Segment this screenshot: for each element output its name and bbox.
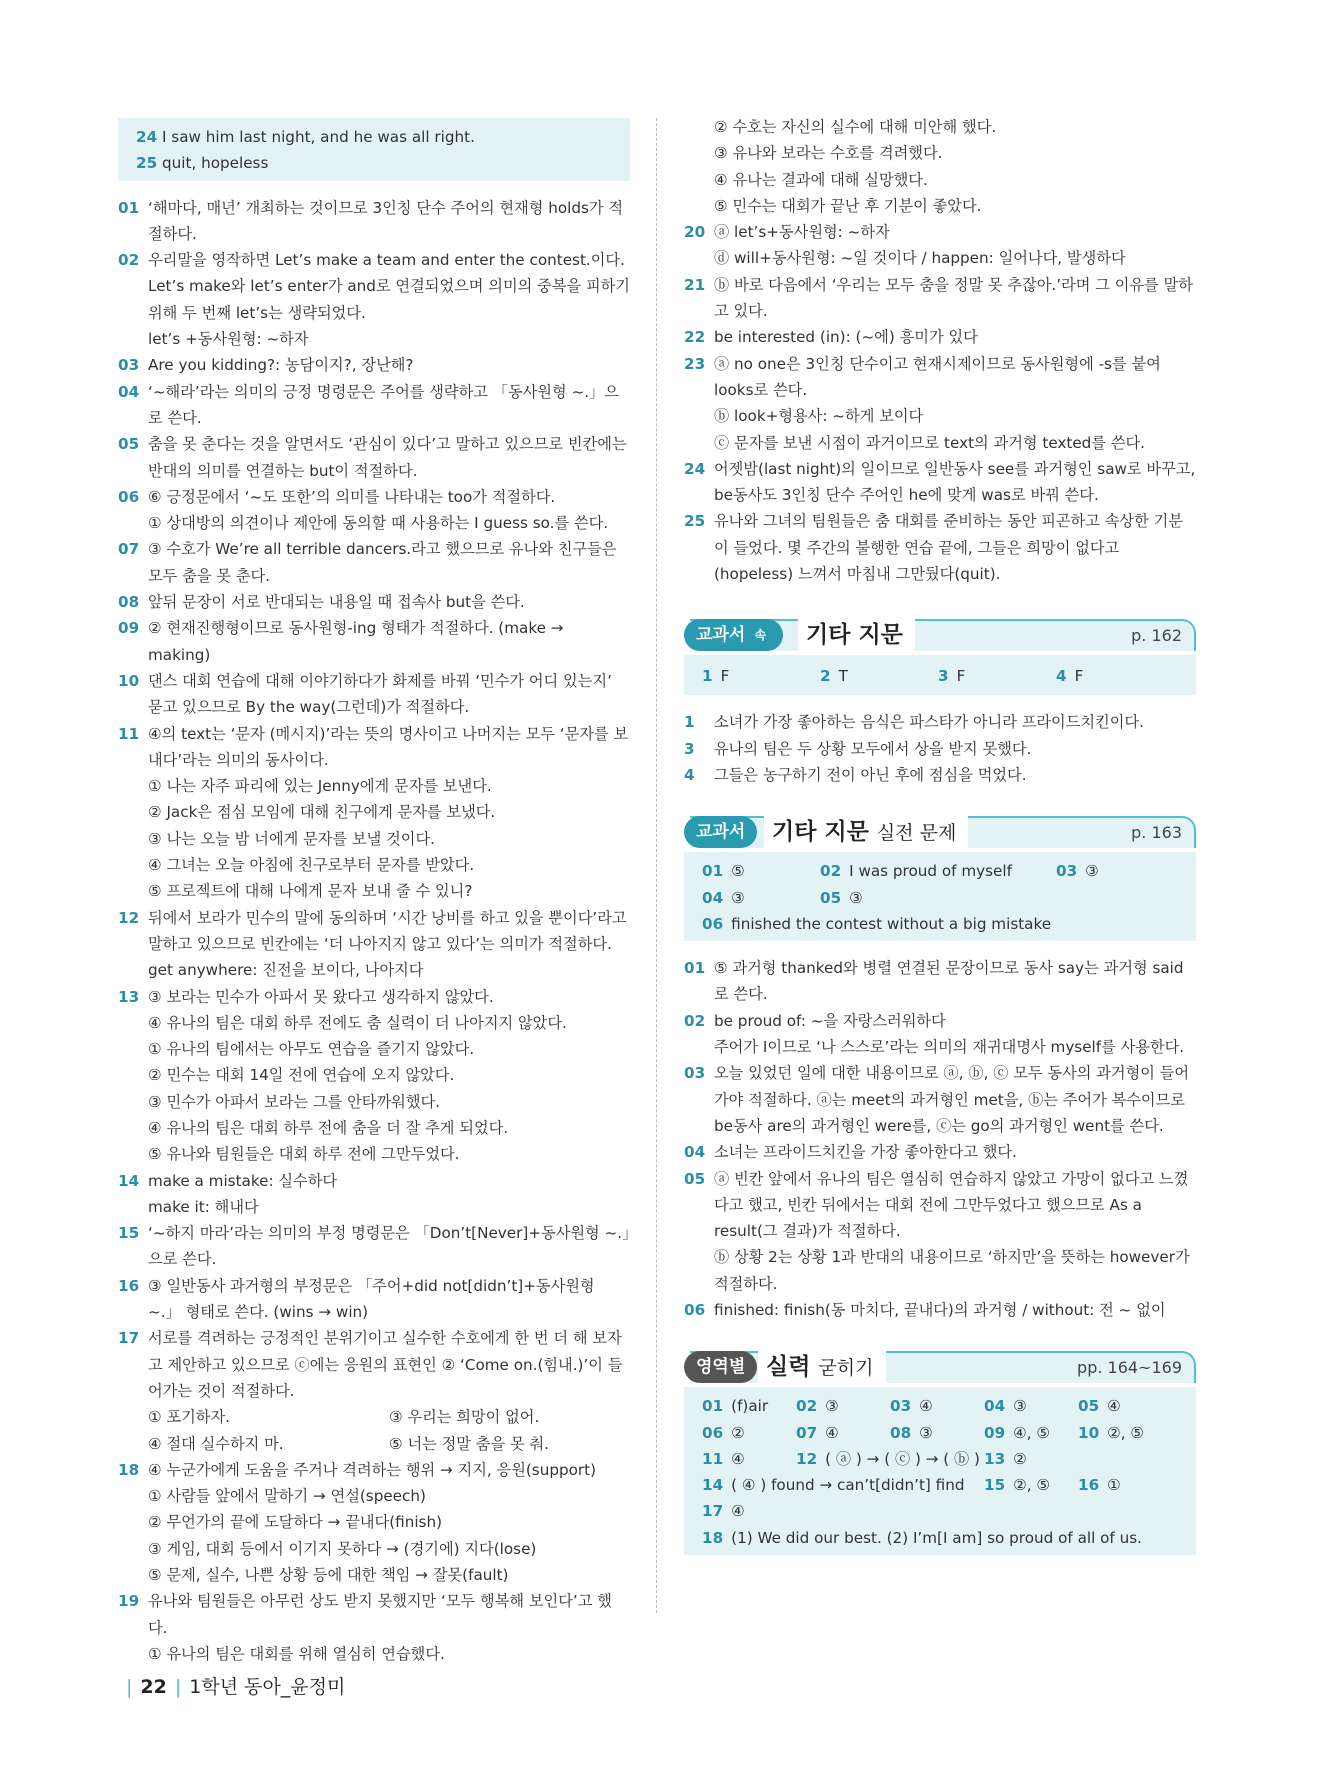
choice: ④ 절대 실수하지 마. [148, 1434, 284, 1453]
answer [820, 661, 938, 691]
explanation-item [118, 1588, 630, 1641]
answer-number: 04 [702, 888, 724, 907]
answer-number: 08 [890, 1423, 912, 1442]
item-text [148, 195, 630, 248]
item-number: 20 [684, 223, 706, 242]
answer [1078, 1393, 1172, 1419]
answer [1056, 858, 1174, 884]
answer [938, 661, 1056, 691]
item-line: 유나와 팀원들은 아무런 상도 받지 못했지만 ‘모두 행복해 보인다’고 했다. [148, 1592, 612, 1637]
answer-value: T [838, 667, 848, 686]
explanation-item [118, 352, 630, 378]
answer-number: 02 [820, 862, 842, 881]
item-subline: ⓓ will+동사원형: ~일 것이다 / happen: 일어나다, 발생하다 [714, 249, 1126, 268]
item-text [714, 955, 1196, 1008]
answer-number: 05 [1078, 1397, 1100, 1416]
item-number: 06 [684, 1300, 706, 1319]
answer-row [702, 1393, 1180, 1419]
answer-box-s3 [684, 1387, 1196, 1555]
answer [702, 1525, 1180, 1551]
item-subline: ② 수호는 자신의 실수에 대해 미안해 했다. [714, 118, 997, 136]
item-number: 04 [118, 382, 140, 401]
answer-number: 12 [796, 1449, 818, 1468]
item-line: ‘~해라’라는 의미의 긍정 명령문은 주어를 생략하고 「동사원형 ~.」으로 쓴다. [148, 382, 619, 427]
item-subline: ③ 민수가 아파서 보라는 그를 안타까워했다. [148, 1092, 440, 1111]
item-subline: ① 나는 자주 파리에 있는 Jenny에게 문자를 보낸다. [148, 777, 492, 796]
item-text [148, 721, 630, 774]
item-text [148, 668, 630, 721]
explanation-item [684, 272, 1196, 325]
item-subline: ⓑ look+형용사: ~하게 보이다 [714, 407, 924, 426]
answer [1078, 1420, 1172, 1446]
explanation-item [118, 721, 630, 774]
page-ref-3: pp. 164~169 [1077, 1358, 1182, 1378]
item-number: 15 [118, 1224, 140, 1243]
explanation-item [684, 736, 1196, 762]
explanation-item [118, 615, 630, 668]
explanation-item [118, 484, 630, 510]
answer-number: 02 [796, 1397, 818, 1416]
choice: ③ 우리는 희망이 없어. [389, 1408, 540, 1427]
answer-value: ② [731, 1423, 745, 1442]
item-text [714, 324, 1196, 350]
answer-value: ③ [1013, 1397, 1027, 1416]
item-number: 24 [684, 459, 706, 478]
item-line: ② 현재진행형이므로 동사원형-ing 형태가 적절하다. (make → making) [148, 619, 564, 664]
answer-value: ④ [919, 1397, 933, 1416]
page-number: 22 [140, 1676, 167, 1698]
answer-value: ④ [731, 1449, 745, 1468]
explanation-item [684, 762, 1196, 788]
item-line: 춤을 못 춘다는 것을 알면서도 ‘관심이 있다’고 말하고 있으므로 빈칸에는 반대의 의미를 연결하는 but이 적절하다. [148, 435, 627, 480]
item-text [714, 1008, 1196, 1034]
item-number: 04 [684, 1143, 706, 1162]
answer [1078, 1472, 1172, 1498]
section-title: 기타 지문 [798, 617, 915, 653]
item-text [714, 219, 1196, 245]
item-text [148, 1457, 630, 1483]
item-number: 03 [118, 356, 140, 375]
item-text: 소녀가 가장 좋아하는 음식은 파스타가 아니라 프라이드치킨이다. [714, 713, 1144, 732]
item-number: 03 [684, 1064, 706, 1083]
answer-value: ②, ⑤ [1013, 1476, 1051, 1495]
explanation-item [684, 1060, 1196, 1139]
choice-pair [118, 1431, 630, 1457]
answer-number: 14 [702, 1476, 724, 1495]
answer-number: 3 [938, 667, 949, 686]
item-subline: ⑤ 프로젝트에 대해 나에게 문자 보내 줄 수 있니? [148, 882, 473, 901]
answer-row [702, 1525, 1180, 1551]
page-ref-2: p. 163 [1131, 823, 1182, 843]
area-badge: 영역별 [684, 1351, 757, 1383]
item-subline: ④ 유나의 팀은 대회 하루 전에 춤을 더 잘 추게 되었다. [148, 1118, 509, 1137]
answer-number: 11 [702, 1449, 724, 1468]
answer-value: ④ [1107, 1397, 1121, 1416]
answer-value: ( ④ ) found → can’t[didn’t] find [731, 1476, 965, 1495]
answer [702, 661, 820, 691]
item-line: 서로를 격려하는 긍정적인 분위기이고 실수한 수호에게 한 번 더 해 보자고 제안하고 있으므로 ⓒ에는 응원의 표현인 ② ‘Come on.(힘내.)’이 들어가는 것이 적절하다. [148, 1329, 623, 1400]
item-text [148, 1325, 630, 1404]
item-subline: ① 상대방의 의견이나 제안에 동의할 때 사용하는 I guess so.를 쓴다. [148, 514, 609, 533]
item-number: 11 [118, 724, 140, 743]
item-number: 06 [118, 487, 140, 506]
section-header-skills [684, 1349, 1196, 1387]
answer-text: quit, hopeless [162, 154, 269, 173]
answer-number: 03 [890, 1397, 912, 1416]
item-number: 02 [684, 1011, 706, 1030]
item-subline: ⑤ 민수는 대회가 끝난 후 기분이 좋았다. [714, 196, 982, 215]
explanation-item [684, 351, 1196, 404]
explanation-item [118, 195, 630, 248]
item-line: 우리말을 영작하면 Let’s make a team and enter the contest.이다. Let’s make와 let’s enter가 and로 연결되었으며 의미의 중복을 피하기 위해 두 번째 let’s는 생략되었다. [148, 251, 630, 322]
explanation-item [118, 905, 630, 958]
answer [702, 885, 820, 911]
item-line: ③ 보라는 민수가 아파서 못 왔다고 생각하지 않았다. [148, 987, 494, 1006]
item-line: be interested (in): (~에) 흥미가 있다 [714, 328, 978, 347]
item-number: 23 [684, 354, 706, 373]
item-number: 07 [118, 540, 140, 559]
item-text [148, 379, 630, 432]
item-line: ⓑ 바로 다음에서 ‘우리는 모두 춤을 정말 못 추잖아.’라며 그 이유를 말하고 있다. [714, 275, 1193, 321]
item-number: 13 [118, 987, 140, 1006]
section-header-other-passages [684, 617, 1196, 655]
item-text [714, 272, 1196, 325]
item-subline: ② 무언가의 끝에 도달하다 → 끝내다(finish) [148, 1513, 443, 1532]
item-text [148, 247, 630, 326]
answer-value: ③ [1085, 862, 1099, 881]
item-text [714, 508, 1196, 587]
item-line: finished: finish(동 마치다, 끝내다)의 과거형 / without: 전 ~ 없이 [714, 1300, 1166, 1319]
answer-line [136, 124, 614, 150]
section-title-2: 기타 지문 실전 문제 [764, 814, 968, 850]
answer [702, 1393, 796, 1419]
answer-value: ③ [919, 1423, 933, 1442]
answer-value: ④ [731, 1502, 745, 1521]
answer [702, 911, 1180, 937]
item-subline: ① 유나의 팀에서는 아무도 연습을 즐기지 않았다. [148, 1040, 475, 1059]
answer-number: 16 [1078, 1476, 1100, 1495]
item-subline: let’s +동사원형: ~하자 [148, 330, 309, 349]
answer-number: 06 [702, 914, 724, 933]
explanation-item [684, 324, 1196, 350]
item-number: 10 [118, 671, 140, 690]
answer-value: ④ [825, 1423, 839, 1442]
item-text [148, 905, 630, 958]
item-text [148, 352, 630, 378]
answer [796, 1420, 890, 1446]
item-number: 21 [684, 275, 706, 294]
item-text [714, 456, 1196, 509]
item-subline: ③ 유나와 보라는 수호를 격려했다. [714, 144, 943, 163]
answer-value: ( ⓐ ) → ( ⓒ ) → ( ⓑ ) [825, 1449, 980, 1468]
answer [796, 1393, 890, 1419]
item-number: 14 [118, 1171, 140, 1190]
item-text [714, 1060, 1196, 1139]
section-title-3: 실력 굳히기 [758, 1349, 886, 1385]
item-line: 어젯밤(last night)의 일이므로 일반동사 see를 과거형인 saw로 바꾸고, be동사도 3인칭 단수 주어인 he에 맞게 was로 바꿔 쓴다. [714, 459, 1196, 505]
item-line: ⓐ let’s+동사원형: ~하자 [714, 223, 890, 242]
item-subline: ⑤ 문제, 실수, 나쁜 상황 등에 대한 책임 → 잘못(fault) [148, 1566, 509, 1585]
answer-value: ②, ⑤ [1107, 1423, 1145, 1442]
item-text [148, 984, 630, 1010]
answer-number: 24 [136, 128, 158, 146]
answer [984, 1420, 1078, 1446]
explanation-item [118, 1168, 630, 1194]
explanation-item [118, 1273, 630, 1326]
item-number: 17 [118, 1329, 140, 1348]
answer [702, 1420, 796, 1446]
answer-value: ③ [849, 888, 863, 907]
explanation-item [118, 1325, 630, 1404]
item-text [148, 1168, 630, 1194]
book-title: 1학년 동아_윤정미 [189, 1676, 346, 1698]
explanation-item [684, 709, 1196, 735]
choice: ① 포기하자. [148, 1408, 230, 1427]
explanations-left [118, 195, 630, 1668]
answer-value: (1) We did our best. (2) I’m[I am] so proud of all of us. [731, 1528, 1142, 1547]
item-text [714, 1139, 1196, 1165]
explanation-item [684, 1166, 1196, 1245]
answer [702, 1472, 984, 1498]
item-line: be proud of: ~을 자랑스러워하다 [714, 1011, 946, 1030]
item-text [148, 431, 630, 484]
explanations-right [684, 219, 1196, 587]
answer-number: 17 [702, 1502, 724, 1521]
answer-value: ③ [731, 888, 745, 907]
item-text [148, 536, 630, 589]
item-subline: ⓑ 상황 2는 상황 1과 반대의 내용이므로 ‘하지만’을 뜻하는 however가 적절하다. [714, 1248, 1190, 1293]
column-divider [656, 118, 657, 1613]
answer-box-top [118, 118, 630, 181]
answer-number: 13 [984, 1449, 1006, 1468]
item-subline: ② 민수는 대회 14일 전에 연습에 오지 않았다. [148, 1066, 455, 1085]
item-number: 3 [684, 739, 695, 758]
explanation-item [684, 508, 1196, 587]
answer-number: 10 [1078, 1423, 1100, 1442]
textbook-badge: 교과서 속 [684, 619, 783, 651]
explanation-item [118, 379, 630, 432]
answer [984, 1446, 1078, 1472]
item-subline: ④ 유나의 팀은 대회 하루 전에도 춤 실력이 더 나아지지 않았다. [148, 1013, 567, 1032]
explanation-item [118, 984, 630, 1010]
explanation-item [118, 668, 630, 721]
answer-value: ④, ⑤ [1013, 1423, 1051, 1442]
item-text: 유나의 팀은 두 상황 모두에서 상을 받지 못했다. [714, 739, 1032, 758]
answer [984, 1393, 1078, 1419]
answer-value: ③ [825, 1397, 839, 1416]
item-subline: 주어가 I이므로 ‘나 스스로’라는 의미의 재귀대명사 myself를 사용한다. [714, 1038, 1185, 1057]
answer-line [136, 150, 614, 176]
item-number: 01 [118, 198, 140, 217]
answer-value: F [1074, 667, 1084, 686]
answer-value: F [720, 667, 730, 686]
explanation-item [684, 1297, 1196, 1323]
item-text [714, 351, 1196, 404]
item-text [148, 1588, 630, 1641]
answer-number: 07 [796, 1423, 818, 1442]
choice: ⑤ 너는 정말 춤을 못 춰. [389, 1434, 549, 1453]
item-number: 18 [118, 1460, 140, 1479]
explanation-item [118, 247, 630, 326]
item-number: 09 [118, 619, 140, 638]
explanation-item [118, 589, 630, 615]
item-line: ④ 누군가에게 도움을 주거나 격려하는 행위 → 지지, 응원(support) [148, 1460, 597, 1479]
choice-pair [118, 1404, 630, 1430]
item-number: 4 [684, 765, 695, 784]
item-number: 05 [118, 435, 140, 454]
item-line: ④의 text는 ‘문자 (메시지)’라는 뜻의 명사이고 나머지는 모두 ‘문자를 보내다’라는 의미의 동사이다. [148, 724, 629, 769]
item-number: 02 [118, 251, 140, 270]
answer-row [702, 1446, 1180, 1472]
textbook-badge-2: 교과서 [684, 816, 757, 848]
explanation-item [118, 431, 630, 484]
item-line: 앞뒤 문장이 서로 반대되는 내용일 때 접속사 but을 쓴다. [148, 593, 525, 612]
item-subline: make it: 해내다 [148, 1197, 259, 1216]
answer-text: I saw him last night, and he was all right. [162, 128, 475, 146]
answer [820, 885, 1056, 911]
explanation-item [684, 1139, 1196, 1165]
answer-number: 09 [984, 1423, 1006, 1442]
item-number: 16 [118, 1276, 140, 1295]
item-line: ‘~하지 마라’라는 의미의 부정 명령문은 「Don’t[Never]+동사원형 ~.」으로 쓴다. [148, 1224, 630, 1269]
answer-value: finished the contest without a big mistake [731, 914, 1052, 933]
item-text [148, 1220, 630, 1273]
answer-number: 25 [136, 154, 158, 173]
item-number: 01 [684, 959, 706, 978]
answer [702, 858, 820, 884]
answer-number: 01 [702, 1397, 724, 1416]
item-subline: ④ 유나는 결과에 대해 실망했다. [714, 170, 928, 189]
item-text: 그들은 농구하기 전이 아닌 후에 점심을 먹었다. [714, 765, 1027, 784]
explanation-item [684, 219, 1196, 245]
item-line: ‘해마다, 매년’ 개최하는 것이므로 3인칭 단수 주어의 현재형 holds가 적절하다. [148, 198, 624, 243]
answer-value: ① [1107, 1476, 1121, 1495]
answer-row [702, 1420, 1180, 1446]
item-subline: ④ 그녀는 오늘 아침에 친구로부터 문자를 받았다. [148, 856, 475, 875]
explanation-item [684, 955, 1196, 1008]
item-line: ⑤ 과거형 thanked와 병렬 연결된 문장이므로 동사 say는 과거형 said로 쓴다. [714, 959, 1184, 1004]
item-subline: ② Jack은 점심 모임에 대해 친구에게 문자를 보냈다. [148, 803, 496, 822]
item-line: 댄스 대회 연습에 대해 이야기하다가 화제를 바꿔 ‘민수가 어디 있는지’ 묻고 있으므로 By the way(그런데)가 적절하다. [148, 671, 612, 717]
page-ref: p. 162 [1131, 626, 1182, 646]
answer [984, 1472, 1078, 1498]
item-text [148, 484, 630, 510]
answer [1056, 661, 1174, 691]
plus-icon: 속 [749, 624, 771, 646]
item-subline: ① 사람들 앞에서 말하기 → 연설(speech) [148, 1487, 426, 1506]
item-line: ③ 수호가 We’re all terrible dancers.라고 했으므로 유나와 친구들은 모두 춤을 못 춘다. [148, 540, 617, 585]
answer-number: 1 [702, 667, 713, 686]
continued-choices [684, 114, 1196, 219]
explanation-item [684, 1008, 1196, 1034]
item-line: 유나와 그녀의 팀원들은 춤 대회를 준비하는 동안 피곤하고 속상한 기분이 들었다. 몇 주간의 불행한 연습 끝에, 그들은 희망이 없다고(hopeless) 느껴서 마침내 그만뒀다(quit). [714, 512, 1183, 584]
answer-number: 05 [820, 888, 842, 907]
answer-value: I was proud of myself [849, 862, 1012, 881]
item-text [714, 1297, 1196, 1323]
section-header-practice [684, 814, 1196, 852]
answer-box-s2 [684, 852, 1196, 941]
item-number: 22 [684, 328, 706, 347]
answer [796, 1446, 984, 1472]
item-number: 08 [118, 593, 140, 612]
answer-number: 03 [1056, 862, 1078, 881]
item-line: 뒤에서 보라가 민수의 말에 동의하며 ‘시간 낭비를 하고 있을 뿐이다’라고 말하고 있으므로 빈칸에는 ‘더 나아지지 않고 있다’는 의미가 적절하다. [148, 908, 627, 953]
answer-number: 18 [702, 1528, 724, 1547]
item-subline: ⓒ 문자를 보낸 시점이 과거이므로 text의 과거형 texted를 쓴다. [714, 433, 1145, 452]
answer [820, 858, 1056, 884]
answer-value: ② [1013, 1449, 1027, 1468]
right-column [684, 114, 1196, 1555]
item-number: 12 [118, 908, 140, 927]
item-text [148, 615, 630, 668]
item-number: 1 [684, 713, 695, 732]
answer-box-s1 [684, 655, 1196, 695]
item-number: 25 [684, 512, 706, 531]
item-line: 오늘 있었던 일에 대한 내용이므로 ⓐ, ⓑ, ⓒ 모두 동사의 과거형이 들어가야 적절하다. ⓐ는 meet의 과거형인 met을, ⓑ는 주어가 복수이므로 be동사 are의 과거형인 were를, ⓒ는 go의 과거형인 went를 쓴다. [714, 1064, 1190, 1135]
item-text [148, 589, 630, 615]
answer-row [702, 1472, 1180, 1498]
item-line: Are you kidding?: 농담이지?, 장난해? [148, 356, 414, 375]
item-line: ⓐ 빈칸 앞에서 유나의 팀은 열심히 연습하지 않았고 가망이 없다고 느꼈다고 했고, 빈칸 뒤에서는 대회 전에 그만두었다고 했으므로 As a result(그 결과)가 적절하다. [714, 1169, 1189, 1241]
answer [890, 1393, 984, 1419]
left-column [118, 118, 630, 1667]
answer-number: 01 [702, 862, 724, 881]
item-subline: get anywhere: 진전을 보이다, 나아지다 [148, 961, 424, 980]
item-number: 05 [684, 1169, 706, 1188]
answer [702, 1446, 796, 1472]
item-number: 19 [118, 1592, 140, 1611]
answer-number: 04 [984, 1397, 1006, 1416]
item-line: ⓐ no one은 3인칭 단수이고 현재시제이므로 동사원형에 -s를 붙여 looks로 쓴다. [714, 354, 1161, 399]
answer-row [702, 1498, 1180, 1524]
item-line: 소녀는 프라이드치킨을 가장 좋아한다고 했다. [714, 1143, 1017, 1162]
answer [890, 1420, 984, 1446]
answer [702, 1498, 1180, 1524]
item-subline: ① 유나의 팀은 대회를 위해 열심히 연습했다. [148, 1644, 445, 1663]
answer-number: 4 [1056, 667, 1067, 686]
item-subline: ⑤ 유나와 팀원들은 대회 하루 전에 그만두었다. [148, 1145, 460, 1164]
answer-value: (f)air [731, 1397, 769, 1416]
item-line: ③ 일반동사 과거형의 부정문은 「주어+did not[didn’t]+동사원형 ~.」 형태로 쓴다. (wins → win) [148, 1276, 595, 1322]
answer-value: F [956, 667, 966, 686]
explanation-item [118, 536, 630, 589]
item-line: make a mistake: 실수하다 [148, 1171, 338, 1190]
item-line: ⑥ 긍정문에서 ‘~도 또한’의 의미를 나타내는 too가 적절하다. [148, 487, 556, 506]
explanation-item [118, 1457, 630, 1483]
page-footer: | 22 | 1학년 동아_윤정미 [126, 1676, 346, 1698]
explanation-item [684, 456, 1196, 509]
answer-number: 15 [984, 1476, 1006, 1495]
explanation-item [118, 1220, 630, 1273]
item-text [148, 1273, 630, 1326]
item-text [714, 1166, 1196, 1245]
answer-number: 06 [702, 1423, 724, 1442]
item-subline: ③ 게임, 대회 등에서 이기지 못하다 → (경기에) 지다(lose) [148, 1539, 537, 1558]
item-subline: ③ 나는 오늘 밤 너에게 문자를 보낼 것이다. [148, 829, 435, 848]
answer-value: ⑤ [731, 862, 745, 881]
answer-number: 2 [820, 667, 831, 686]
